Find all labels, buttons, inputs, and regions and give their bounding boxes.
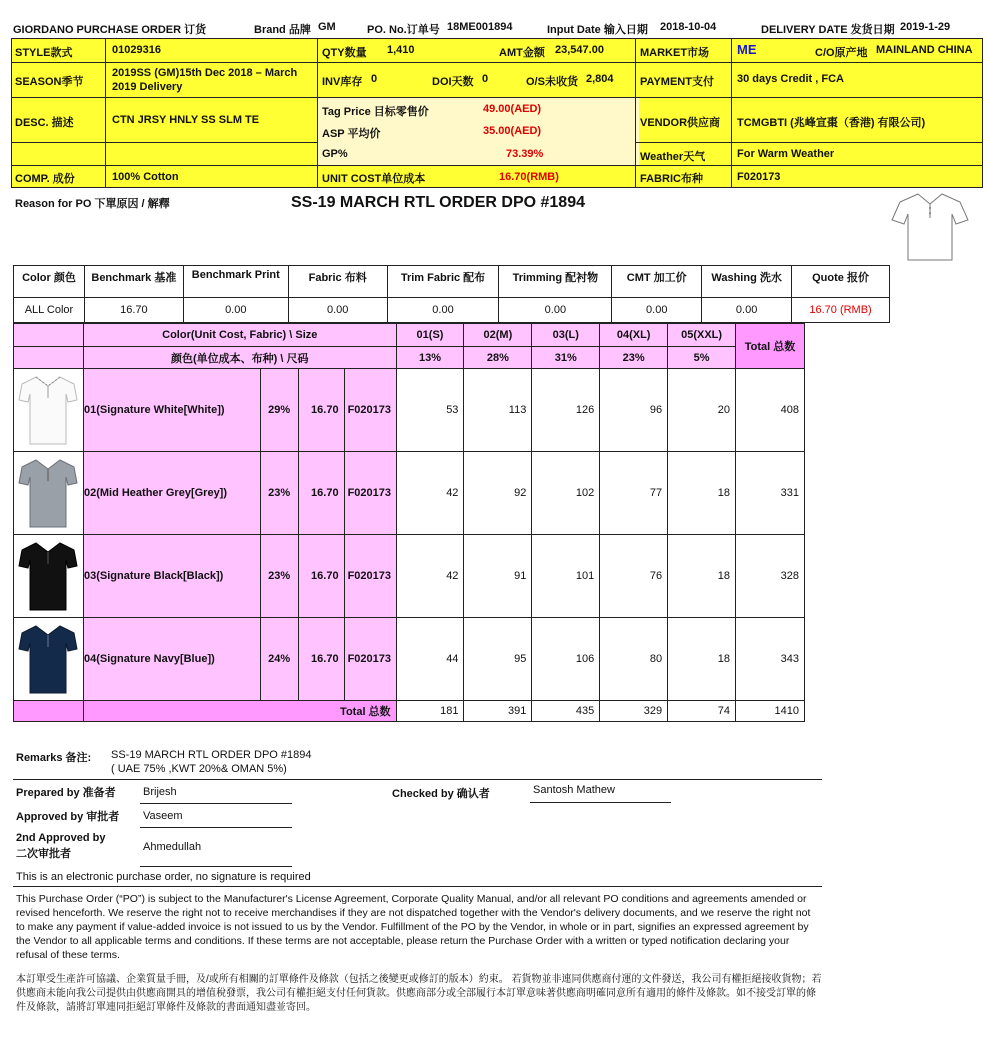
delivery-date: 2019-1-29 [900,21,951,33]
qty-cell: 92 [464,452,532,535]
payment-label: PAYMENT支付 [640,76,714,88]
qty-cell: 76 [600,535,668,618]
color-fabric: F020173 [344,452,396,535]
color-pct: 24% [260,618,298,701]
approved-label: Approved by 审批者 [16,811,120,823]
market-value: ME [737,42,757,57]
size-ratio: 13% [396,347,464,369]
size-breakdown-table [13,323,805,722]
bench-cell: 0.00 [183,298,288,323]
os-value: 2,804 [586,73,614,85]
color-fabric: F020173 [344,369,396,452]
inv-label: INV库存 [322,76,363,88]
qty-cell: 91 [464,535,532,618]
company-title: GIORDANO PURCHASE ORDER 订货 [13,24,207,36]
asp-label: ASP 平均价 [322,128,381,140]
bench-header: Washing 洗水 [702,266,792,298]
color-cost: 16.70 [298,369,344,452]
row-total: 343 [736,618,805,701]
style-label: STYLE款式 [15,47,73,59]
bench-header: Color 颜色 [14,266,85,298]
input-date: 2018-10-04 [660,21,717,33]
divider [13,779,822,780]
bench-cell: ALL Color [14,298,85,323]
benchmark-header-row [14,266,890,298]
desc-value: CTN JRSY HNLY SS SLM TE [112,114,260,126]
doi-value: 0 [482,73,489,85]
doi-label: DOI天数 [432,76,474,88]
table-row [14,618,805,701]
color-name: 01(Signature White[White]) [83,369,260,452]
prepared-value: Brijesh [143,786,177,798]
qty-cell: 42 [396,452,464,535]
remarks-line1: SS-19 MARCH RTL ORDER DPO #1894 [111,749,312,761]
qty-cell: 44 [396,618,464,701]
size-ratio: 28% [464,347,532,369]
delivery-date-label: DELIVERY DATE 发货日期 [761,24,895,36]
po-label: PO. No.订单号 [367,24,440,36]
fabric-label: FABRIC布种 [640,173,703,185]
size-ratio: 23% [600,347,668,369]
qty-cell: 18 [668,618,736,701]
tag-price-value: 49.00(AED) [483,103,542,115]
bench-header: Benchmark 基准 [84,266,183,298]
co-value: MAINLAND CHINA [876,44,973,56]
qty-cell: 96 [600,369,668,452]
bench-header: Fabric 布料 [288,266,387,298]
vendor-label: VENDOR供应商 [640,117,721,129]
bench-quote-cell: 16.70 (RMB) [792,298,890,323]
unit-cost-value: 16.70(RMB) [499,171,559,183]
divider [13,886,822,887]
size-header: 02(M) [464,324,532,347]
color-pct: 29% [260,369,298,452]
prepared-label: Prepared by 准备者 [16,787,116,799]
vendor-value: TCMGBTI (兆峰宣棗（香港) 有限公司) [737,117,926,129]
color-pct: 23% [260,535,298,618]
shirt-white-icon [14,370,83,450]
total-header: Total 总数 [736,324,805,369]
bench-header: Quote 报价 [792,266,890,298]
qty-cell: 80 [600,618,668,701]
bench-header: Trim Fabric 配布 [387,266,499,298]
table-row [14,369,805,452]
size-header-row [14,324,805,347]
color-fabric: F020173 [344,618,396,701]
shirt-sketch-icon [890,190,970,267]
approved-value: Vaseem [143,810,183,822]
brand-label: Brand 品牌 [254,24,311,36]
shirt-grey-icon [14,453,83,533]
color-cost: 16.70 [298,535,344,618]
row-total: 331 [736,452,805,535]
reason-label: Reason for PO 下單原因 / 解釋 [15,198,170,210]
color-fabric: F020173 [344,535,396,618]
order-title: SS-19 MARCH RTL ORDER DPO #1894 [291,194,585,211]
po-info-block [11,38,983,188]
inv-value: 0 [371,73,378,85]
remarks-label: Remarks 备注: [16,752,92,764]
qty-cell: 102 [532,452,600,535]
legal-text-en: This Purchase Order (“PO”) is subject to the Manufacturer's License Agreement, Corporate Quality Manual, and/or all relevant PO conditions and agreements amended or revised henceforth. We reserve the right not to receive merchandises if they are not dispatched together with the Vendor's delivery documents, and we reserve the right not to make any payment if value-added invoice is not issued to us by the Vendor. Fulfillment of the PO by the Vendor, in whole or in part, signifies an expressed agreement by the Vendor to all applicable terms and conditions. If these terms are not acceptable, please return the Purchase Order with a written or typed notification declaring your refusal of these terms. [16,893,811,961]
approved2-value: Ahmedullah [143,841,202,853]
row-total: 328 [736,535,805,618]
qty-cell: 106 [532,618,600,701]
color-pct: 23% [260,452,298,535]
color-cost: 16.70 [298,452,344,535]
bench-header: Trimming 配衬物 [499,266,612,298]
qty-label: QTY数量 [322,47,367,59]
qty-cell: 113 [464,369,532,452]
market-label: MARKET市场 [640,47,710,59]
tag-price-label: Tag Price 目标零售价 [322,106,429,118]
grid-header-en: Color(Unit Cost, Fabric) \ Size [83,324,396,347]
bench-cell: 0.00 [702,298,792,323]
bench-cell: 0.00 [288,298,387,323]
comp-label: COMP. 成份 [15,173,75,185]
size-total: 181 [396,701,464,722]
color-name: 03(Signature Black[Black]) [83,535,260,618]
gp-label: GP% [322,148,348,160]
qty-value: 1,410 [387,44,415,56]
qty-cell: 77 [600,452,668,535]
bench-header: Benchmark Print [183,266,288,298]
unit-cost-label: UNIT COST单位成本 [322,173,426,185]
comp-value: 100% Cotton [112,171,179,183]
color-name: 04(Signature Navy[Blue]) [83,618,260,701]
grand-total: 1410 [736,701,805,722]
os-label: O/S未收货 [526,76,578,88]
size-ratio: 31% [532,347,600,369]
legal-text-cn: 本訂單受生產許可協議、企業質量手冊，及/或所有相關的訂單條件及條款（包括之後變更或修訂的版本）約束。 若貨物並非連同供應商付運的文件發送，我公司有權拒絕接收貨物；若供應商未能向我公司提供由供應商開具的增值稅發票，我公司有權拒絕支付任何貨款。供應商部分或全部履行本訂單意味著供應商明確同意所有適用的條件及條款。如不接受訂單的條件及條款，請將訂單連同拒絕訂單條件及條款的書面通知盡並寄回。 [16,974,822,1013]
table-row [14,535,805,618]
size-total: 435 [532,701,600,722]
approved2-label: 2nd Approved by [16,832,106,844]
gp-value: 73.39% [506,148,544,160]
ratio-row [14,347,805,369]
qty-cell: 53 [396,369,464,452]
size-header: 05(XXL) [668,324,736,347]
input-date-label: Input Date 输入日期 [547,24,648,36]
remarks-line2: ( UAE 75% ,KWT 20%& OMAN 5%) [111,763,287,775]
shirt-black-icon [14,536,83,616]
season-value-line1: 2019SS (GM)15th Dec 2018 – March [112,67,298,79]
size-total: 391 [464,701,532,722]
qty-cell: 20 [668,369,736,452]
qty-cell: 18 [668,535,736,618]
season-value-line2: 2019 Delivery [112,81,183,93]
color-name: 02(Mid Heather Grey[Grey]) [83,452,260,535]
amt-value: 23,547.00 [555,44,604,56]
grid-header-cn: 颜色(单位成本、布种) \ 尺码 [83,347,396,369]
size-header: 01(S) [396,324,464,347]
approved2-label-cn: 二次审批者 [16,848,71,860]
color-cost: 16.70 [298,618,344,701]
asp-value: 35.00(AED) [483,125,542,137]
weather-value: For Warm Weather [737,148,835,160]
bench-cell: 0.00 [499,298,612,323]
benchmark-table [13,265,890,323]
po-number: 18ME001894 [447,21,513,33]
co-label: C/O原产地 [815,47,868,59]
row-total: 408 [736,369,805,452]
benchmark-value-row [14,298,890,323]
qty-cell: 101 [532,535,600,618]
bench-cell: 16.70 [84,298,183,323]
table-row [14,452,805,535]
size-header: 03(L) [532,324,600,347]
qty-cell: 18 [668,452,736,535]
bench-cell: 0.00 [612,298,702,323]
electronic-notice: This is an electronic purchase order, no signature is required [16,871,311,883]
style-value: 01029316 [112,44,161,56]
shirt-navy-icon [14,619,83,699]
bench-header: CMT 加工价 [612,266,702,298]
qty-cell: 95 [464,618,532,701]
checked-label: Checked by 确认者 [392,788,490,800]
checked-value: Santosh Mathew [533,784,615,796]
totals-label: Total 总数 [83,701,396,722]
brand-value: GM [318,21,336,33]
amt-label: AMT金额 [499,47,545,59]
bench-cell: 0.00 [387,298,499,323]
desc-label: DESC. 描述 [15,117,74,129]
payment-value: 30 days Credit , FCA [737,73,844,85]
fabric-value: F020173 [737,171,781,183]
size-total: 74 [668,701,736,722]
totals-row [14,701,805,722]
size-header: 04(XL) [600,324,668,347]
size-ratio: 5% [668,347,736,369]
weather-label: Weather天气 [640,151,706,163]
size-total: 329 [600,701,668,722]
qty-cell: 42 [396,535,464,618]
qty-cell: 126 [532,369,600,452]
season-label: SEASON季节 [15,76,84,88]
